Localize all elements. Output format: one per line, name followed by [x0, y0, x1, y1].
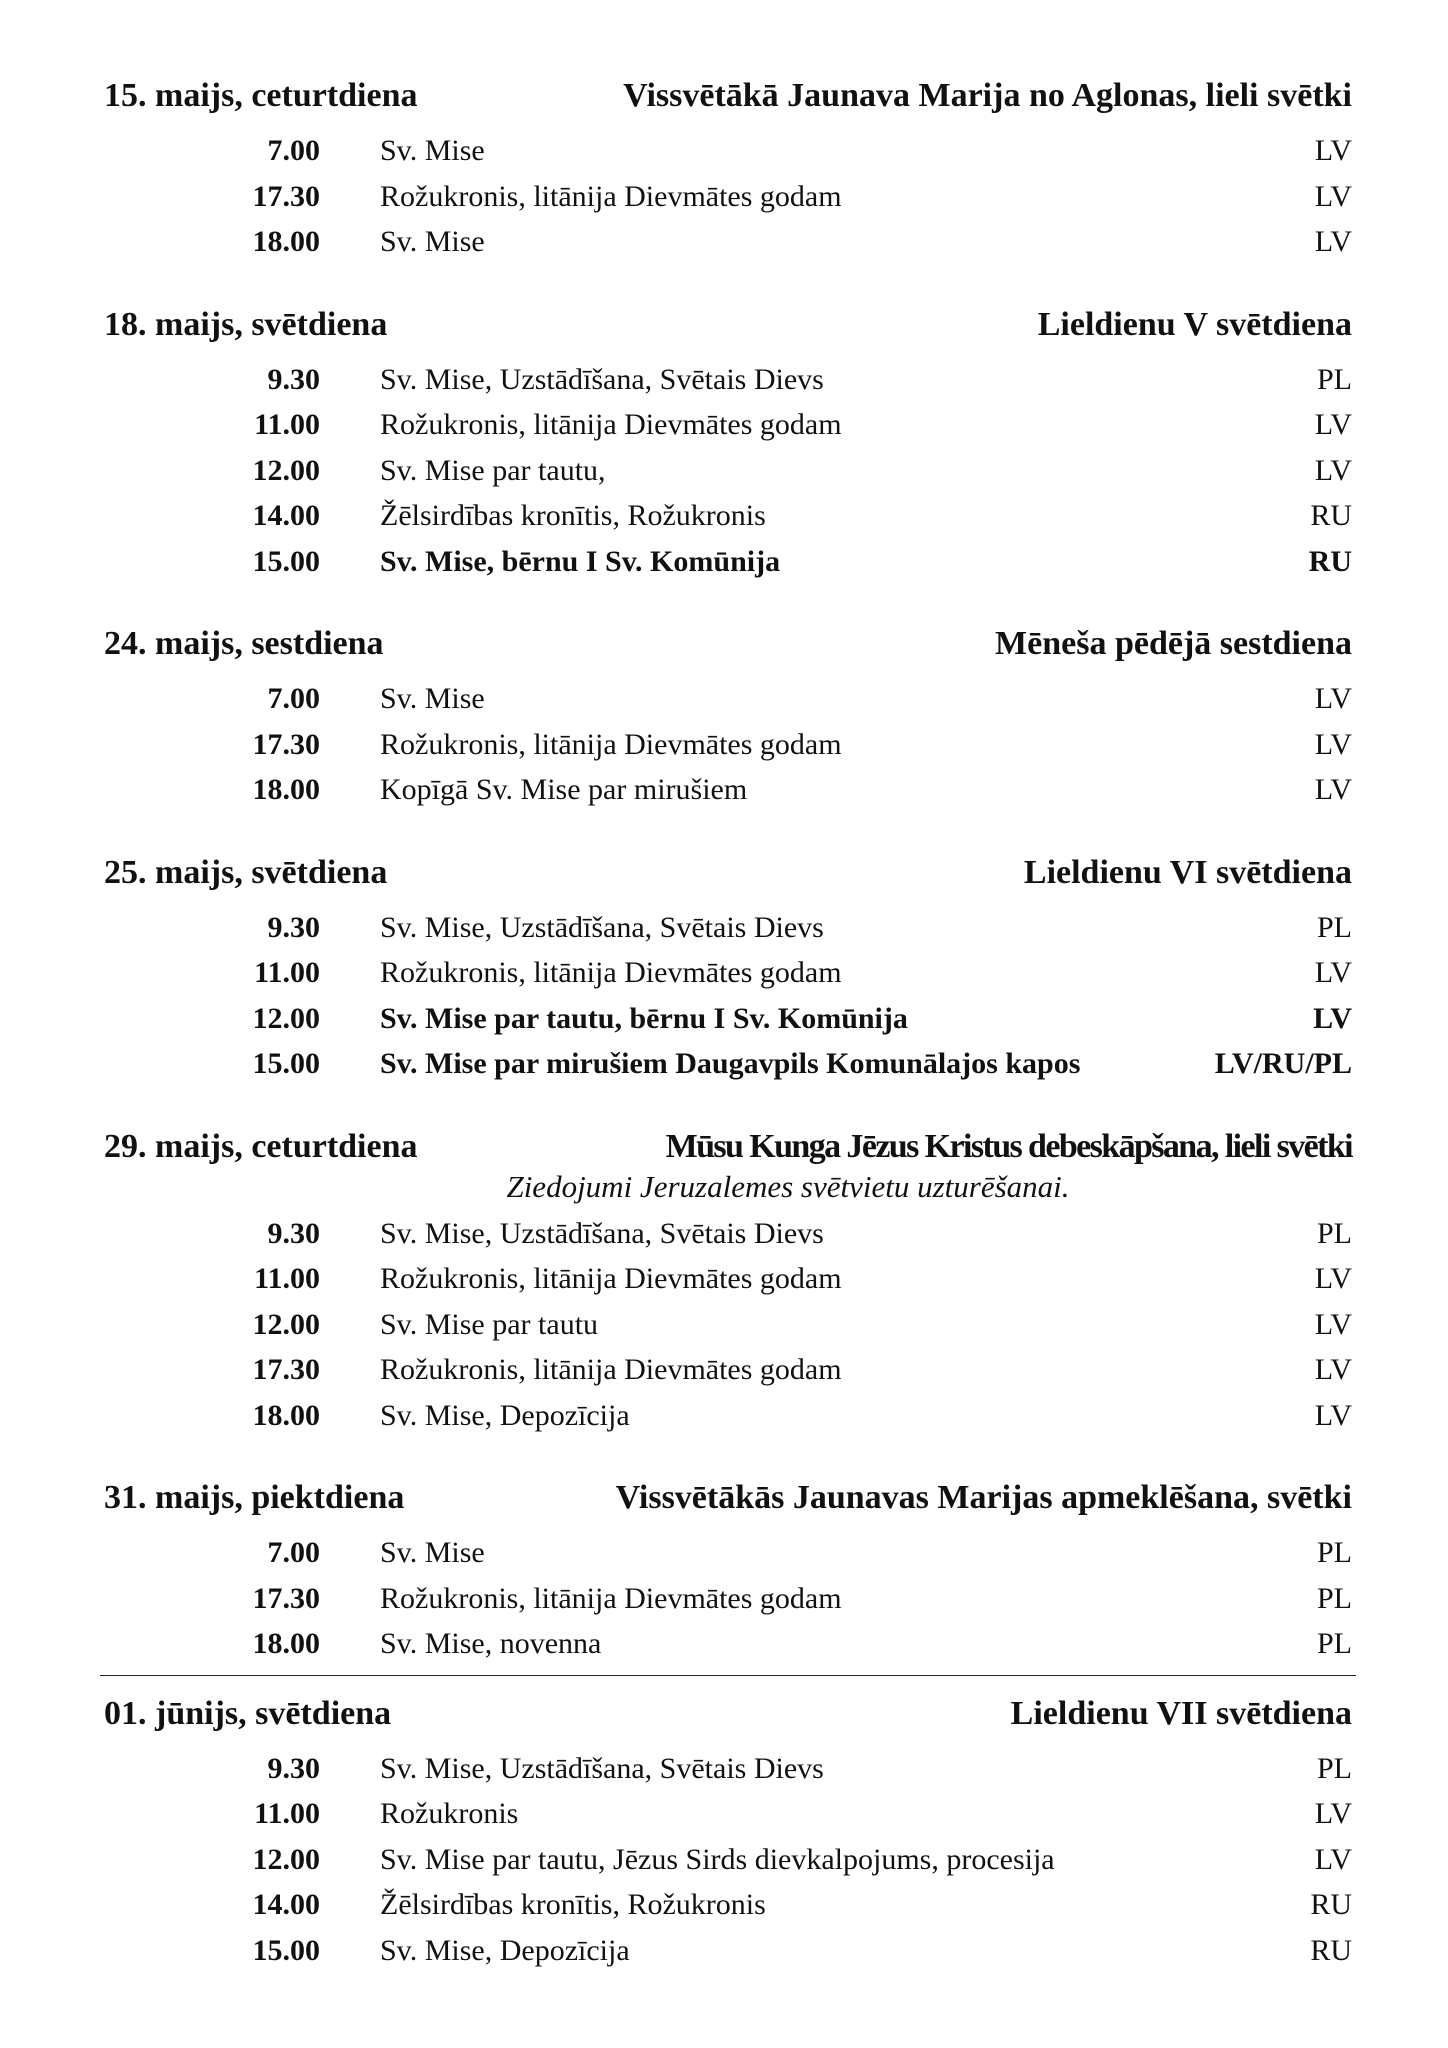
service-language: LV/RU/PL [1214, 1047, 1352, 1080]
schedule-page [104, 66, 1352, 2003]
service-list [104, 1211, 1352, 1439]
service-description: Sv. Mise [380, 225, 485, 258]
feast-title: Lieldienu VI svētdiena [1023, 853, 1352, 891]
service-time: 12.00 [252, 1307, 320, 1341]
service-language: LV [1314, 682, 1352, 715]
service-description: Sv. Mise, Uzstādīšana, Svētais Dievs [380, 1216, 824, 1250]
service-language: LV [1314, 1842, 1352, 1876]
service-row [104, 996, 1352, 1042]
service-time: 7.00 [267, 134, 320, 167]
service-row [104, 676, 1352, 722]
service-description: Sv. Mise, Depozīcija [380, 1398, 630, 1432]
day-section [104, 843, 1352, 1087]
service-row [104, 1211, 1352, 1257]
service-language: RU [1308, 544, 1352, 578]
service-row [104, 402, 1352, 448]
service-time: 18.00 [252, 773, 320, 806]
day-section [104, 295, 1352, 585]
feast-title: Lieldienu VII svētdiena [1010, 1694, 1352, 1732]
feast-title: Mūsu Kunga Jēzus Kristus debeskāpšana, lieli svētki [665, 1127, 1352, 1165]
day-header [104, 1684, 1352, 1744]
service-language: LV [1314, 134, 1352, 167]
service-list [104, 1746, 1352, 1974]
service-language: LV [1314, 773, 1352, 806]
service-row [104, 1393, 1352, 1439]
service-time: 11.00 [254, 1262, 320, 1295]
service-row [104, 1621, 1352, 1667]
day-date: 15. maijs, ceturtdiena [104, 77, 418, 114]
service-description: Rožukronis, litānija Dievmātes godam [380, 1353, 842, 1386]
day-section [104, 1684, 1352, 1974]
feast-title: Vissvētākās Jaunavas Marijas apmeklēšana, svētki [615, 1479, 1352, 1516]
service-description: Kopīgā Sv. Mise par mirušiem [380, 773, 748, 806]
service-description: Sv. Mise, Uzstādīšana, Svētais Dievs [380, 362, 824, 396]
day-date: 18. maijs, svētdiena [104, 305, 388, 343]
day-section [104, 1468, 1352, 1667]
service-time: 17.30 [252, 1353, 320, 1386]
service-time: 9.30 [267, 1216, 320, 1250]
service-time: 15.00 [252, 1047, 320, 1080]
section-divider [100, 1675, 1356, 1676]
service-time: 11.00 [254, 408, 320, 441]
service-language: PL [1316, 910, 1352, 944]
service-language: PL [1316, 1536, 1352, 1569]
service-language: LV [1314, 1262, 1352, 1295]
service-row [104, 1530, 1352, 1576]
service-list [104, 905, 1352, 1087]
service-row [104, 1576, 1352, 1622]
service-time: 12.00 [252, 1001, 320, 1035]
service-language: LV [1314, 408, 1352, 441]
service-language: RU [1310, 499, 1352, 532]
service-language: PL [1316, 1216, 1352, 1250]
day-header [104, 843, 1352, 903]
service-language: LV [1314, 453, 1352, 487]
feast-title: Lieldienu V svētdiena [1037, 305, 1352, 343]
service-language: LV [1314, 727, 1352, 761]
service-row [104, 1746, 1352, 1792]
service-language: LV [1314, 225, 1352, 258]
service-row [104, 1041, 1352, 1087]
service-row [104, 767, 1352, 813]
service-time: 11.00 [254, 956, 320, 989]
service-row [104, 1928, 1352, 1974]
service-time: 12.00 [252, 1842, 320, 1876]
day-header [104, 1468, 1352, 1528]
service-row [104, 1302, 1352, 1348]
day-section [104, 1117, 1352, 1439]
service-time: 18.00 [252, 1398, 320, 1432]
day-date: 29. maijs, ceturtdiena [104, 1127, 418, 1165]
service-language: PL [1316, 362, 1352, 396]
service-description: Sv. Mise [380, 134, 485, 167]
service-language: LV [1314, 956, 1352, 989]
service-time: 9.30 [267, 1751, 320, 1785]
service-description: Rožukronis, litānija Dievmātes godam [380, 1581, 842, 1615]
day-date: 31. maijs, piektdiena [104, 1479, 405, 1516]
service-description: Sv. Mise, Uzstādīšana, Svētais Dievs [380, 910, 824, 944]
service-description: Sv. Mise [380, 1536, 485, 1569]
service-time: 18.00 [252, 225, 320, 258]
service-time: 7.00 [267, 682, 320, 715]
service-time: 14.00 [252, 499, 320, 532]
service-row [104, 1256, 1352, 1302]
service-list [104, 357, 1352, 585]
service-description: Rožukronis, litānija Dievmātes godam [380, 179, 842, 213]
service-list [104, 676, 1352, 813]
service-row [104, 128, 1352, 174]
service-time: 17.30 [252, 179, 320, 213]
service-description: Sv. Mise par tautu, [380, 453, 606, 487]
service-language: PL [1316, 1751, 1352, 1785]
feast-title: Vissvētākā Jaunava Marija no Aglonas, lieli svētki [623, 77, 1352, 114]
service-time: 9.30 [267, 910, 320, 944]
service-description: Sv. Mise, Depozīcija [380, 1933, 630, 1967]
service-time: 12.00 [252, 453, 320, 487]
service-row [104, 539, 1352, 585]
day-header [104, 295, 1352, 355]
service-language: LV [1314, 1398, 1352, 1432]
service-row [104, 1347, 1352, 1393]
service-list [104, 1530, 1352, 1667]
feast-title: Mēneša pēdējā sestdiena [995, 625, 1352, 662]
service-list [104, 128, 1352, 265]
service-row [104, 219, 1352, 265]
service-time: 15.00 [252, 544, 320, 578]
service-description: Sv. Mise, novenna [380, 1627, 602, 1660]
service-language: PL [1316, 1581, 1352, 1615]
service-time: 17.30 [252, 1581, 320, 1615]
service-time: 11.00 [254, 1797, 320, 1830]
day-date: 25. maijs, svētdiena [104, 853, 388, 891]
service-language: LV [1314, 1353, 1352, 1386]
service-description: Sv. Mise, bērnu I Sv. Komūnija [380, 544, 781, 578]
service-description: Rožukronis, litānija Dievmātes godam [380, 1262, 842, 1295]
service-description: Žēlsirdības kronītis, Rožukronis [380, 1888, 766, 1921]
service-language: LV [1314, 1797, 1352, 1830]
day-section [104, 66, 1352, 265]
donation-note: Ziedojumi Jeruzalemes svētvietu uzturēšanai. [506, 1168, 1070, 1204]
day-date: 01. jūnijs, svētdiena [104, 1694, 392, 1732]
service-language: RU [1310, 1933, 1352, 1967]
service-language: LV [1313, 1001, 1352, 1035]
service-description: Sv. Mise, Uzstādīšana, Svētais Dievs [380, 1751, 824, 1785]
service-time: 9.30 [267, 362, 320, 396]
service-time: 7.00 [267, 1536, 320, 1569]
service-row [104, 174, 1352, 220]
service-description: Sv. Mise par tautu, bērnu I Sv. Komūnija [380, 1001, 908, 1035]
service-language: LV [1314, 1307, 1352, 1341]
service-time: 18.00 [252, 1627, 320, 1660]
service-row [104, 493, 1352, 539]
service-time: 15.00 [252, 1933, 320, 1967]
service-description: Rožukronis, litānija Dievmātes godam [380, 408, 842, 441]
service-language: LV [1314, 179, 1352, 213]
service-row [104, 357, 1352, 403]
service-description: Sv. Mise [380, 682, 485, 715]
service-row [104, 905, 1352, 951]
service-language: RU [1310, 1888, 1352, 1921]
service-description: Rožukronis, litānija Dievmātes godam [380, 727, 842, 761]
service-description: Rožukronis [380, 1797, 519, 1830]
day-header [104, 66, 1352, 126]
service-row [104, 950, 1352, 996]
service-time: 14.00 [252, 1888, 320, 1921]
service-row [104, 448, 1352, 494]
service-description: Sv. Mise par tautu, Jēzus Sirds dievkalpojums, procesija [380, 1842, 1055, 1876]
service-description: Sv. Mise par tautu [380, 1307, 599, 1341]
service-row [104, 722, 1352, 768]
service-description: Rožukronis, litānija Dievmātes godam [380, 956, 842, 989]
service-description: Sv. Mise par mirušiem Daugavpils Komunālajos kapos [380, 1047, 1081, 1080]
service-row [104, 1882, 1352, 1928]
day-header [104, 614, 1352, 674]
service-description: Žēlsirdības kronītis, Rožukronis [380, 499, 766, 532]
service-time: 17.30 [252, 727, 320, 761]
service-row [104, 1791, 1352, 1837]
day-section [104, 614, 1352, 813]
service-row [104, 1837, 1352, 1883]
day-date: 24. maijs, sestdiena [104, 625, 384, 662]
service-language: PL [1316, 1627, 1352, 1660]
